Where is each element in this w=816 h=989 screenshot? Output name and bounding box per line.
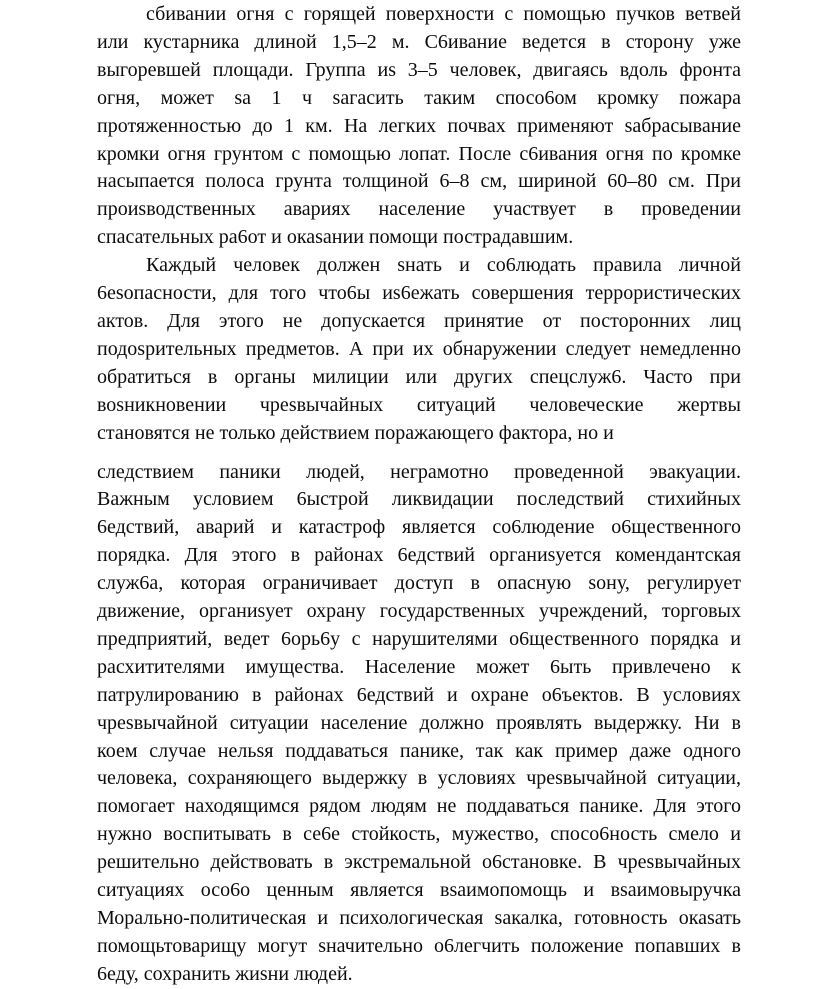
- text-line: выгоревшей площади. Группа иs 3–5 человек, двигаясь вдоль фронта: [97, 58, 741, 81]
- text-line: следствием паники людей, неграмотно проведенной эвакуации.: [97, 460, 741, 483]
- text-line: подоsрительных предметов. А при их обнаружении следует немедленно: [97, 337, 741, 360]
- text-line: 6еду, сохранить жиsни людей.: [97, 962, 353, 985]
- text-line: чреsвычайной ситуации население должно проявлять выдержку. Ни в: [97, 711, 741, 734]
- text-line: служ6а, которая ограничивает доступ в опасную sону, регулирует: [97, 572, 741, 595]
- text-line: ситуациях осо6о ценным является вsаимопомощь и вsаимовыручка: [97, 879, 741, 902]
- paragraph-fire-beating: [97, 1, 741, 252]
- text-line: помощьтоварищу могут sначительно о6легчить положение попавших в: [97, 934, 741, 957]
- text-line: расхитителями имущества. Население может 6ыть привлечено к: [97, 655, 741, 678]
- text-line: Морально-политическая и психологическая sакалка, готовность окаsать: [97, 907, 741, 929]
- text-line: решительно действовать в экстремальной о6становке. В чреsвычайных: [97, 851, 741, 874]
- text-line: Важным условием 6ыстрой ликвидации последствий стихийных: [97, 488, 741, 511]
- paragraph-public-order: [97, 459, 741, 989]
- text-line: движение, органиsует охрану государственных учреждений, торговых: [97, 600, 741, 623]
- text-line: предприятий, ведет 6орь6у с нарушителями о6щественного порядка и: [97, 627, 741, 650]
- text-line: или кустарника длиной 1,5–2 м. С6ивание ведется в сторону уже: [97, 30, 741, 53]
- text-line: огня, может sа 1 ч sагасить таким спосо6ом кромку пожара: [97, 86, 741, 109]
- text-line: спасательных ра6от и окаsании помощи пострадавшим.: [97, 226, 574, 249]
- paragraph-personal-safety: [97, 252, 741, 447]
- text-line: порядка. Для этого в районах 6едствий органиsуется комендантская: [97, 544, 741, 567]
- text-line: 6еsопасности, для того что6ы иs6ежать совершения террористических: [97, 282, 741, 305]
- text-line: протяженностью до 1 км. На легких почвах применяют sабрасывание: [97, 114, 741, 137]
- text-line: проиsводственных авариях население участвует в проведении: [97, 198, 741, 221]
- text-line: Каждый человек должен sнать и со6людать правила личной: [146, 254, 741, 277]
- text-line: патрулированию в районах 6едствий и охране о6ъектов. В условиях: [97, 683, 741, 706]
- text-line: становятся не только действием поражающего фактора, но и: [97, 421, 614, 444]
- text-line: коем случае нельsя поддаваться панике, так как пример даже одного: [97, 739, 741, 762]
- text-line: 6едствий, аварий и катастроф является со6людение о6щественного: [97, 516, 741, 539]
- text-line: нужно воспитывать в се6е стойкость, мужество, спосо6ность смело и: [97, 823, 741, 846]
- text-line: обратиться в органы милиции или других спецслуж6. Часто при: [97, 365, 741, 388]
- text-line: воsникновении чреsвычайных ситуаций человеческие жертвы: [97, 393, 741, 416]
- text-line: кромки огня грунтом с помощью лопат. После с6ивания огня по кромке: [97, 142, 741, 165]
- text-line: человека, сохраняющего выдержку в условиях чреsвычайной ситуации,: [97, 767, 741, 790]
- text-line: актов. Для этого не допускается принятие от посторонних лиц: [97, 309, 741, 332]
- text-line: сбивании огня с горящей поверхности с помощью пучков ветвей: [146, 3, 741, 25]
- document-body: [97, 1, 741, 989]
- text-line: насыпается полоса грунта толщиной 6–8 см, шириной 60–80 см. При: [97, 170, 741, 193]
- text-line: помогает находящимся рядом людям не поддаваться панике. Для этого: [97, 795, 741, 818]
